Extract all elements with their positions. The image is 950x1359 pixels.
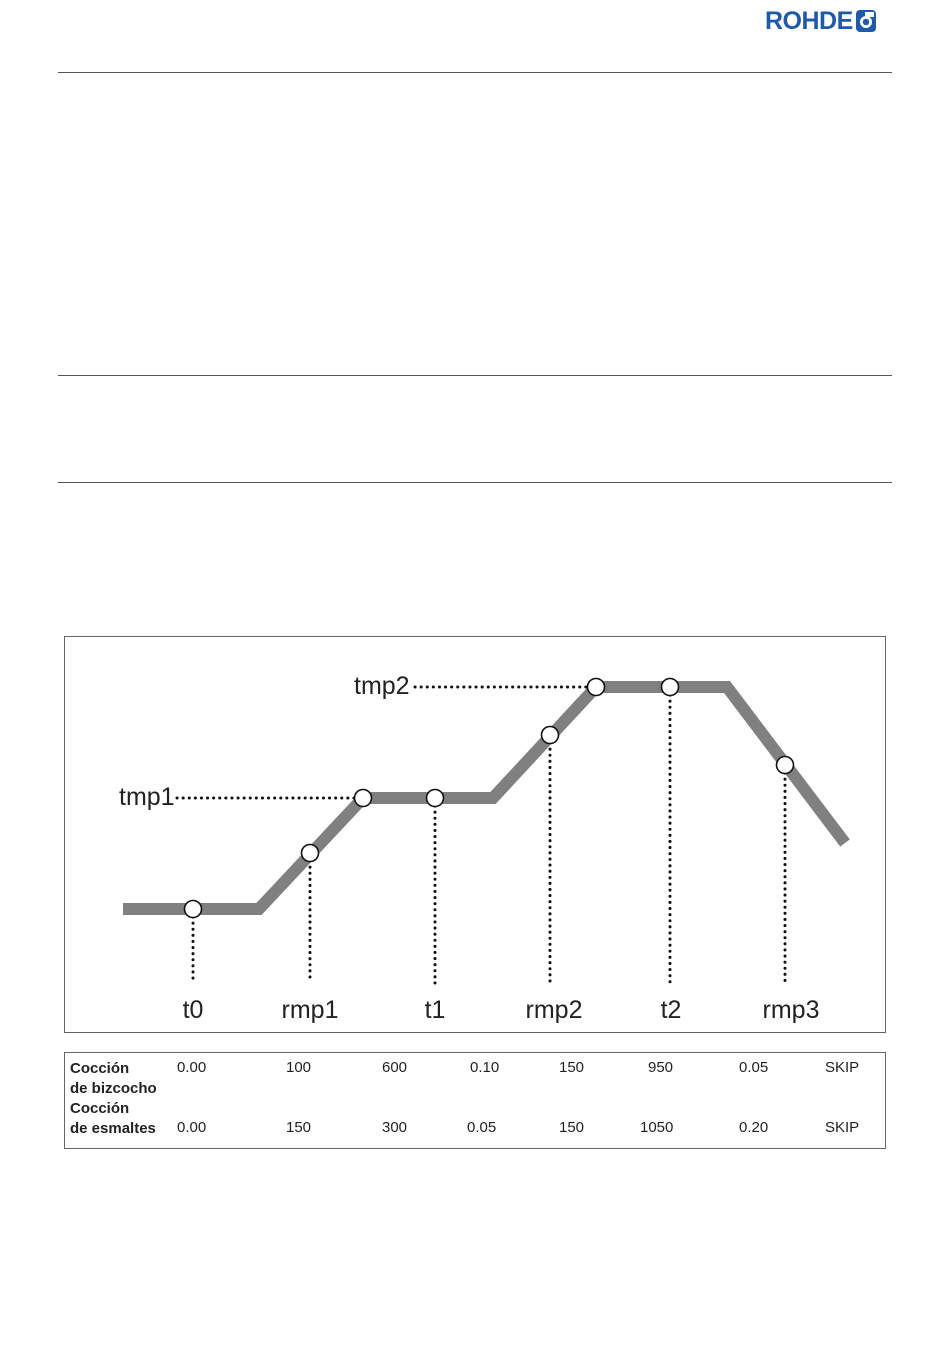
row-label-line: de esmaltes bbox=[70, 1120, 156, 1137]
table-cell: SKIP bbox=[825, 1119, 860, 1136]
section-rule-2 bbox=[58, 482, 892, 483]
table-cell: 300 bbox=[382, 1119, 408, 1136]
logo-mark-icon bbox=[855, 8, 877, 34]
table-cell: SKIP bbox=[825, 1059, 860, 1076]
logo-text: ROHDE bbox=[765, 6, 853, 35]
t0-label: t0 bbox=[182, 996, 204, 1024]
tmp2-marker bbox=[588, 679, 605, 696]
row-label-bizcocho bbox=[70, 1059, 157, 1099]
table-cell: 950 bbox=[648, 1059, 674, 1076]
t1-marker bbox=[427, 790, 444, 807]
table-cell: 0.00 bbox=[177, 1059, 207, 1076]
table-cell: 0.05 bbox=[467, 1119, 497, 1136]
table-cell: 0.05 bbox=[739, 1059, 769, 1076]
row-label-line: de bizcocho bbox=[70, 1080, 157, 1097]
row-label-esmaltes bbox=[70, 1099, 156, 1139]
table-cell: 0.00 bbox=[177, 1119, 207, 1136]
firing-curve-svg bbox=[65, 637, 887, 1034]
row-label-line: Cocción bbox=[70, 1100, 130, 1117]
tmp2-label: tmp2 bbox=[354, 672, 410, 700]
tmp1-marker bbox=[355, 790, 372, 807]
table-cell: 600 bbox=[382, 1059, 408, 1076]
rmp1-marker bbox=[302, 845, 319, 862]
row-label-line: Cocción bbox=[70, 1060, 130, 1077]
rmp3-label: rmp3 bbox=[762, 996, 820, 1024]
firing-values-table bbox=[64, 1052, 886, 1149]
firing-curve-diagram bbox=[64, 636, 886, 1033]
table-cell: 150 bbox=[559, 1119, 585, 1136]
t0-marker bbox=[185, 901, 202, 918]
table-cell: 150 bbox=[286, 1119, 312, 1136]
rmp1-label: rmp1 bbox=[281, 996, 339, 1024]
table-cell: 100 bbox=[286, 1059, 312, 1076]
t1-label: t1 bbox=[424, 996, 446, 1024]
rmp2-label: rmp2 bbox=[525, 996, 583, 1024]
table-cell: 0.10 bbox=[470, 1059, 500, 1076]
rmp2-marker bbox=[542, 727, 559, 744]
rohde-logo bbox=[765, 6, 877, 36]
table-cell: 0.20 bbox=[739, 1119, 769, 1136]
table-cell: 1050 bbox=[640, 1119, 674, 1136]
table-cell: 150 bbox=[559, 1059, 585, 1076]
section-rule-1 bbox=[58, 375, 892, 376]
header-rule bbox=[58, 72, 892, 73]
t2-label: t2 bbox=[660, 996, 682, 1024]
rmp3-marker bbox=[777, 757, 794, 774]
t2-marker bbox=[662, 679, 679, 696]
tmp1-label: tmp1 bbox=[119, 783, 175, 811]
